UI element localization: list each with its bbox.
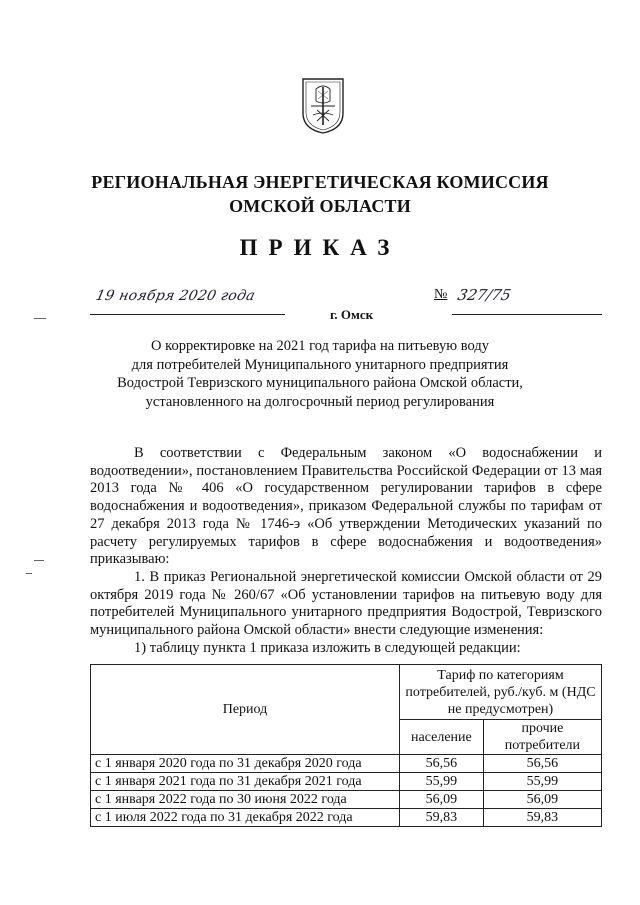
population-tariff-cell: 55,99 bbox=[400, 773, 484, 791]
population-header: население bbox=[400, 720, 484, 755]
other-tariff-cell: 56,09 bbox=[483, 791, 601, 809]
organization-name-line2: ОМСКОЙ ОБЛАСТИ bbox=[229, 196, 411, 216]
table-row bbox=[91, 809, 602, 827]
subject-line: установленного на долгосрочный период регулирования bbox=[145, 393, 495, 410]
period-cell: с 1 января 2021 года по 31 декабря 2021 года bbox=[91, 773, 400, 791]
document-type-title: ПРИКАЗ bbox=[239, 235, 401, 260]
table-row bbox=[91, 773, 602, 791]
scan-margin-mark bbox=[34, 560, 44, 561]
other-tariff-cell: 55,99 bbox=[483, 773, 601, 791]
subject-line: Водострой Тевризского муниципального района Омской области, bbox=[117, 375, 523, 392]
handwritten-date: 19 ноября 2020 года bbox=[94, 288, 257, 304]
subclause-paragraph: 1) таблицу пункта 1 приказа изложить в следующей редакции: bbox=[134, 639, 521, 656]
order-subject bbox=[0, 337, 640, 411]
population-tariff-cell: 56,09 bbox=[400, 791, 484, 809]
organization-name-line1: РЕГИОНАЛЬНАЯ ЭНЕРГЕТИЧЕСКАЯ КОМИССИЯ bbox=[91, 172, 549, 192]
table-row bbox=[91, 755, 602, 773]
period-header: Период bbox=[91, 665, 400, 755]
other-consumers-header: прочие потребители bbox=[483, 720, 601, 755]
other-tariff-cell: 56,56 bbox=[483, 755, 601, 773]
population-tariff-cell: 56,56 bbox=[400, 755, 484, 773]
population-tariff-cell: 59,83 bbox=[400, 809, 484, 827]
clause-paragraph: 1. В приказ Региональной энергетической комиссии Омской области от 29 октября 2019 года № 260/67 «Об установлении тарифов на питьевую воду для потребителей Муниципального унитарного предприятия Водострой, Тевризского муниципального района Омской области» внести следующие изменения: bbox=[90, 568, 602, 639]
subject-line: О корректировке на 2021 год тарифа на питьевую воду bbox=[151, 338, 489, 354]
scan-margin-mark bbox=[26, 573, 32, 574]
order-body bbox=[90, 445, 602, 657]
period-cell: с 1 января 2022 года по 30 июня 2022 года bbox=[91, 791, 400, 809]
other-tariff-cell: 59,83 bbox=[483, 809, 601, 827]
city-label: г. Омск bbox=[330, 307, 374, 322]
subject-line: для потребителей Муниципального унитарного предприятия bbox=[131, 356, 509, 373]
tariff-header: Тариф по категориям потребителей, руб./куб. м (НДС не предусмотрен) bbox=[400, 665, 602, 720]
table-row bbox=[91, 791, 602, 809]
preamble-paragraph: В соответствии с Федеральным законом «О водоснабжении и водоотведении», постановлением Правительства Российской Федерации от 13 мая 2013 года № 406 «О государственном регулировании тарифов в сфере водоснабжения и водоотведения», приказом Федеральной службы по тарифам от 27 декабря 2013 года № 1746-э «Об утверждении Методических указаний по расчету регулируемых тарифов в сфере водоснабжения и водоотведения» приказываю: bbox=[90, 445, 602, 568]
scan-margin-mark bbox=[34, 318, 46, 319]
handwritten-number: 327/75 bbox=[456, 286, 513, 304]
number-label: № bbox=[434, 287, 448, 302]
period-cell: с 1 июля 2022 года по 31 декабря 2022 года bbox=[91, 809, 400, 827]
period-cell: с 1 января 2020 года по 31 декабря 2020 года bbox=[91, 755, 400, 773]
coat-of-arms-emblem bbox=[301, 77, 345, 135]
tariff-table bbox=[90, 664, 602, 827]
